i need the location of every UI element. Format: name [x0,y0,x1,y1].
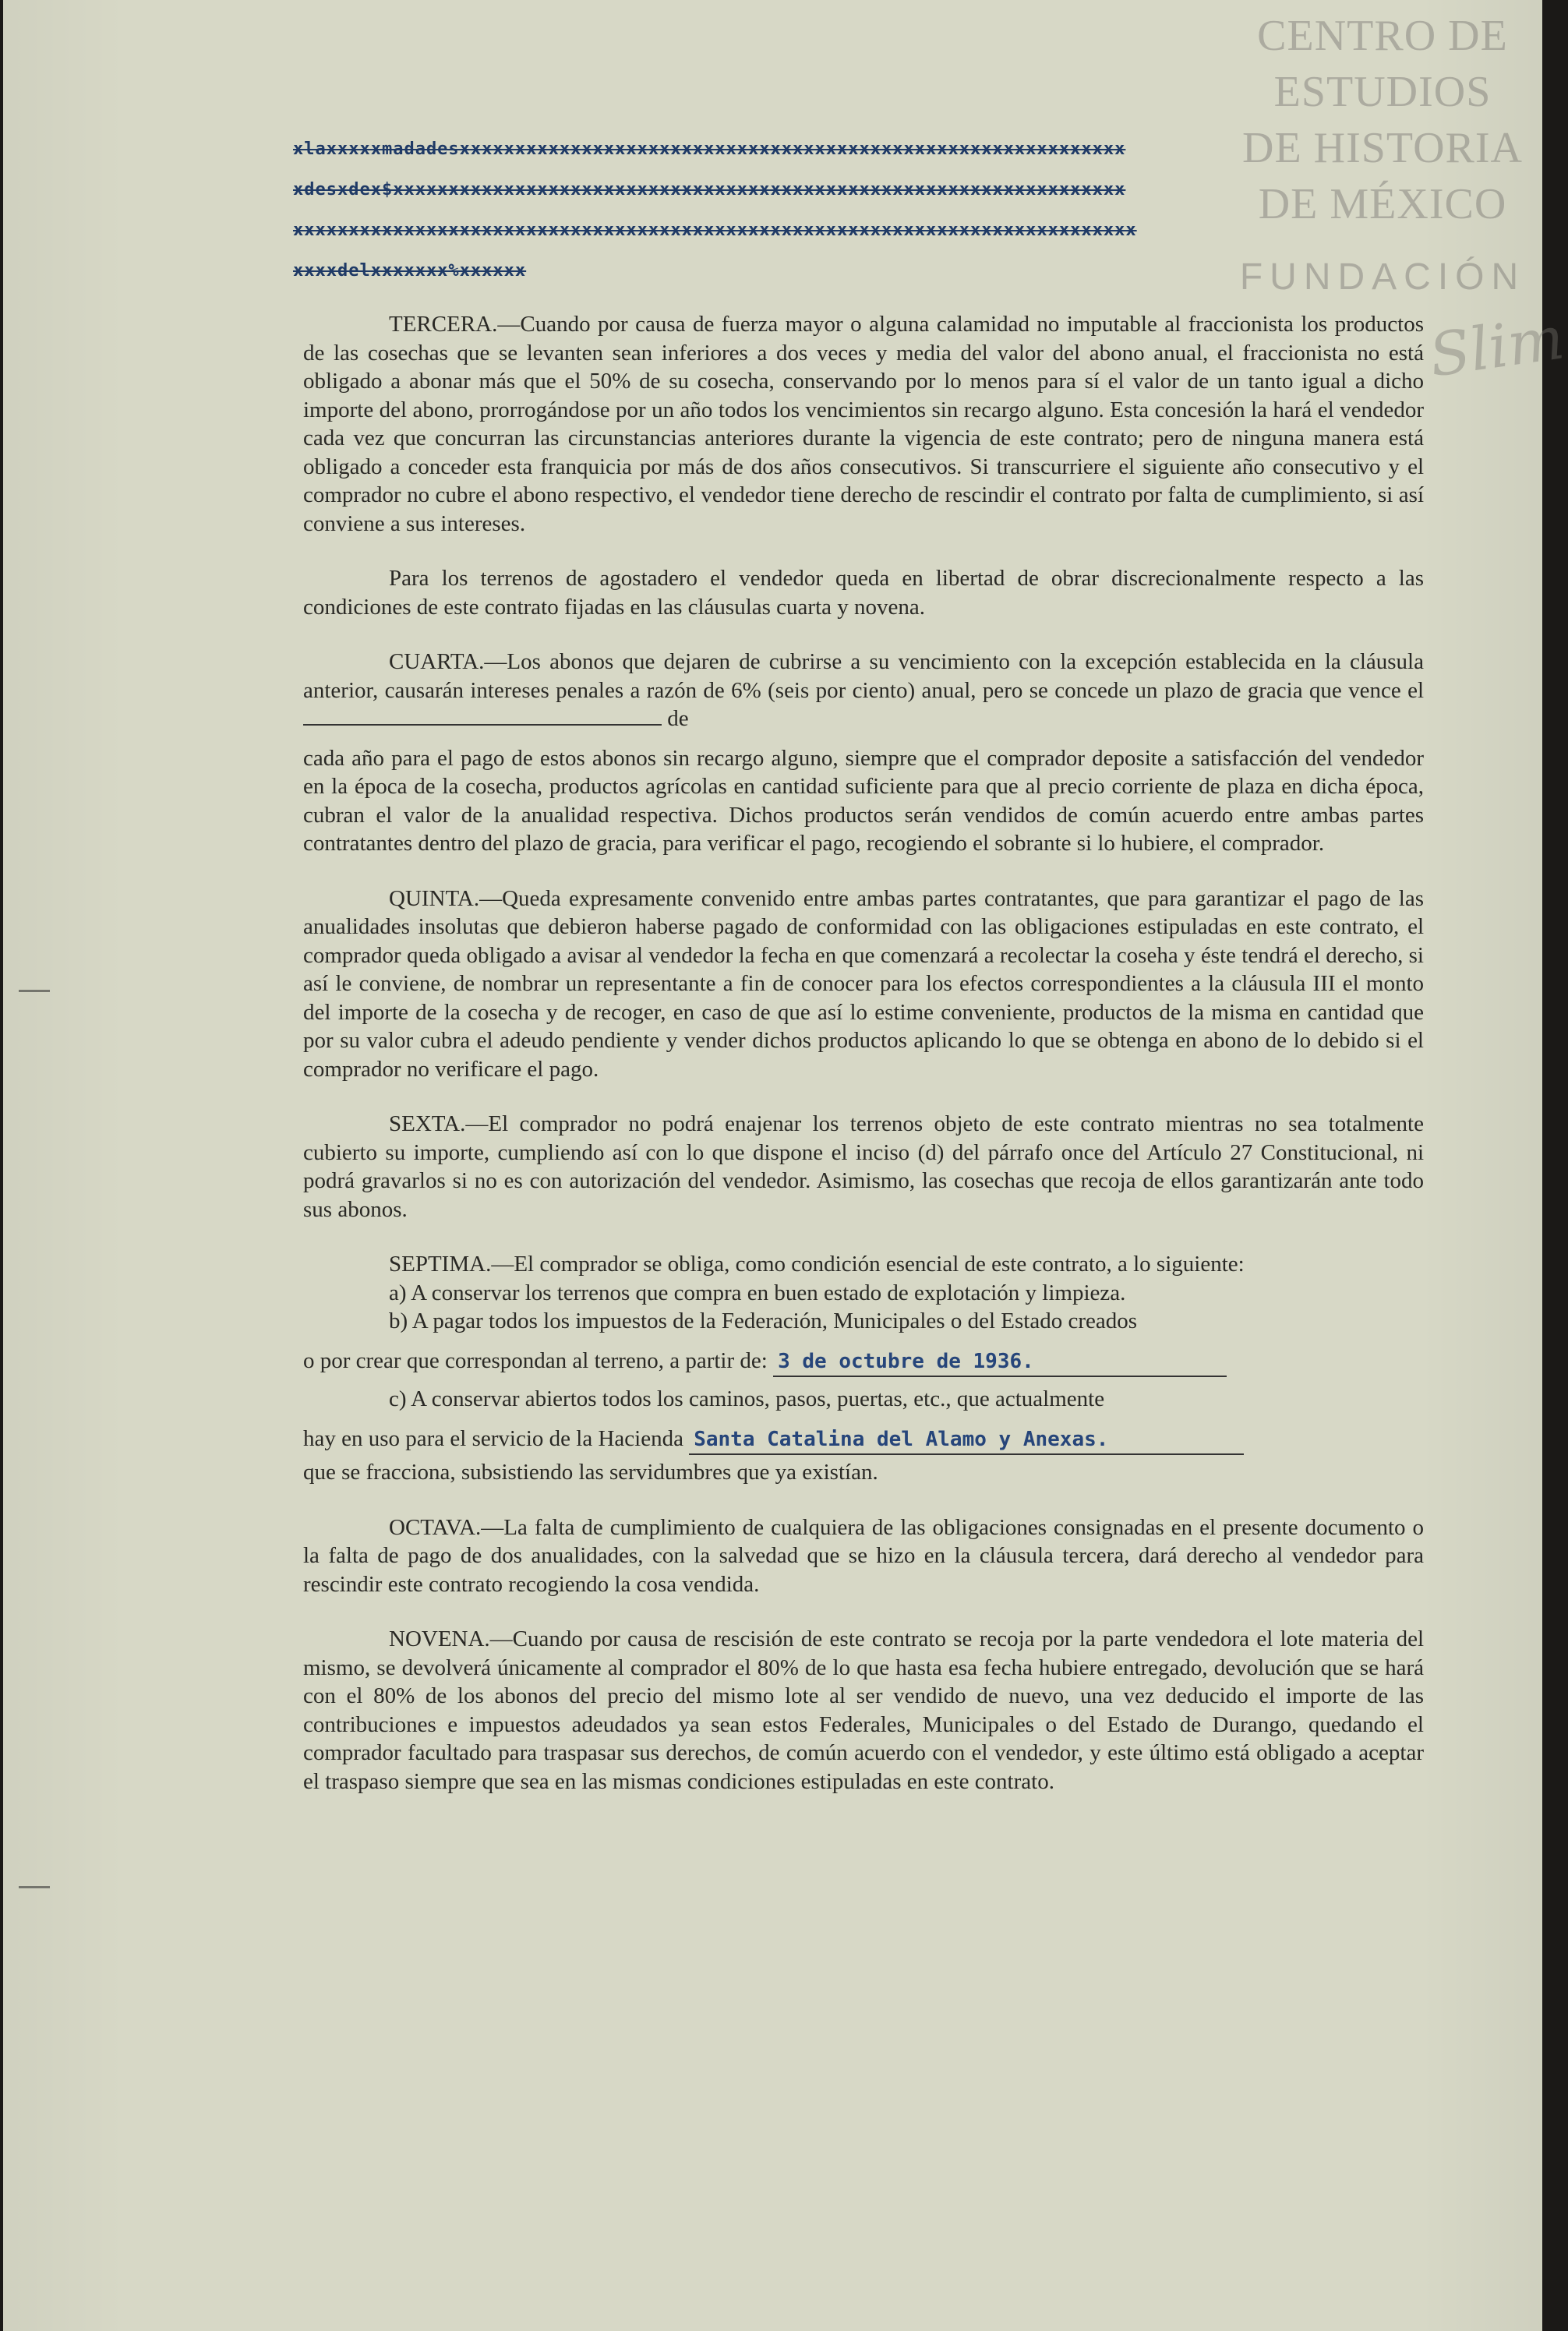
clause-septima-a: a) A conservar los terrenos que compra en buen estado de explotación y limpieza. [389,1280,1126,1305]
watermark-line: DE MÉXICO [1258,180,1507,228]
redacted-typed-lines [293,129,1431,291]
document-page [3,0,1568,2331]
watermark-signature: Slim [1425,302,1568,390]
clause-cuarta-cont: cada año para el pago de estos abonos sin recargo alguno, siempre que el comprador deposite a satisfacción del vendedor en la época de la cosecha, productos agrícolas en cantidad suficiente para que al precio corriente de plaza en dicha época, cubran el valor de la anualidad respectiva. Dichos productos serán vendidos de común acuerdo entre ambas partes contratantes dentro del plazo de gracia, para verificar el pago, recogiendo el sobrante si lo hubiere, el comprador. [303,745,1424,856]
clause-septima: SEPTIMA.—El comprador se obliga, como condición esencial de este contrato, a lo siguiente: [389,1252,1245,1277]
watermark-line: DE HISTORIA [1242,124,1523,172]
redacted-line: xxxxxxxxxxxxxxxxxxxxxxxxxxxxxxxxxxxxxxxxxxxxxxxxxxxxxxxxxxxxxxxxxxxxxxxxxxxx [293,221,1137,240]
watermark-line: CENTRO DE [1257,12,1508,60]
watermark-line: ESTUDIOS [1273,68,1492,116]
clause-octava: OCTAVA.—La falta de cumplimiento de cualquiera de las obligaciones consignadas en el presente documento o la falta de pago de dos anualidades, con la salvedad que se hizo en la cláusula tercera, dará derecho al vendedor para rescindir este contrato recogiendo la cosa vendida. [303,1514,1424,1597]
margin-mark [19,990,50,992]
clause-agostadero: Para los terrenos de agostadero el vendedor queda en libertad de obrar discrecionalmente respecto a las condiciones de este contrato fijadas en las cláusulas cuarta y novena. [303,566,1424,620]
clause-septima-b2: o por crear que correspondan al terreno, a partir de: [303,1347,768,1373]
clause-tercera: TERCERA.—Cuando por causa de fuerza mayor o alguna calamidad no imputable al fraccionista los productos de las cosechas que se levanten sean inferiores a dos veces y media del valor del abono anual, el fraccionista no está obligado a abonar más que el 50% de su cosecha, conservando por lo menos para sí el valor de un tanto igual a dicho importe del abono, prorrogándose por un año todos los vencimientos sin recargo alguno. Esta concesión la hará el vendedor cada vez que concurran las circunstancias anteriores durante la vigencia de este contrato; pero de ninguna manera está obligado a conceder esta franquicia por más de dos años consecutivos. Si transcurriere el siguiente año consecutivo y el comprador no cubre el abono respectivo, el vendedor tiene derecho de rescindir el contrato por falta de cumplimiento, si así conviene a sus intereses. [303,312,1424,536]
watermark-foundation: FUNDACIÓN [1239,256,1526,298]
clause-septima-b: b) A pagar todos los impuestos de la Federación, Municipales o del Estado creados [389,1309,1138,1333]
clause-septima-b-cont [303,1347,1424,1378]
clause-cuarta-de: de [667,706,689,731]
contract-body [303,310,1424,1796]
clause-septima-c-cont [303,1425,1424,1456]
grace-date-blank[interactable] [303,724,662,726]
tax-start-date: 3 de octubre de 1936. [773,1347,1227,1378]
clause-novena: NOVENA.—Cuando por causa de rescisión de este contrato se recoja por la parte vendedora el lote materia del mismo, se devolverá únicamente al comprador el 80% de lo que hasta esa fecha hubiere entregado, devolución que se hará con el 80% de los abonos del precio del mismo lote al ser vendido de nuevo, una vez deducido el importe de las contribuciones e impuestos adeudados ya sean estos Federales, Municipales o del Estado de Durango, quedando el comprador facultado para traspasar sus derechos, de común acuerdo con el vendedor, y este último está obligado a aceptar el traspaso siempre que sea en las mismas condiciones estipuladas en este contrato. [303,1626,1424,1794]
clause-cuarta [303,648,1424,733]
clause-septima-c2: hay en uso para el servicio de la Hacienda [303,1425,683,1451]
hacienda-name: Santa Catalina del Alamo y Anexas. [689,1425,1244,1456]
clause-sexta: SEXTA.—El comprador no podrá enajenar los terrenos objeto de este contrato mientras no sea totalmente cubierto su importe, cumpliendo así con lo que dispone el inciso (d) del párrafo once del Artículo 27 Constitucional, ni podrá gravarlos si no es con autorización del vendedor. Asimismo, las cosechas que recoja de ellos garantizarán ante todo sus abonos. [303,1111,1424,1222]
margin-mark [19,1886,50,1888]
redacted-line: xdesxdex$xxxxxxxxxxxxxxxxxxxxxxxxxxxxxxxxxxxxxxxxxxxxxxxxxxxxxxxxxxxxxxxxxx [293,180,1126,200]
clause-septima-c3: que se fracciona, subsistiendo las servidumbres que ya existían. [303,1460,878,1485]
clause-cuarta-text: CUARTA.—Los abonos que dejaren de cubrirse a su vencimiento con la excepción establecida en la cláusula anterior, causarán intereses penales a razón de 6% (seis por ciento) anual, pero se concede un plazo de gracia que vence el [303,649,1424,703]
redacted-line: xxxxdelxxxxxxx%xxxxxx [293,261,527,281]
clause-septima-c: c) A conservar abiertos todos los caminos, pasos, puertas, etc., que actualmente [389,1386,1105,1411]
clause-quinta: QUINTA.—Queda expresamente convenido entre ambas partes contratantes, que para garantizar el pago de las anualidades insolutas que debieron haberse pagado de conformidad con las obligaciones estipuladas en este contrato, el comprador queda obligado a avisar al vendedor la fecha en que comenzará a recolectar la coseha y éste tendrá el derecho, si así le conviene, de nombrar un representante a fin de conocer para los efectos correspondientes a la cláusula III el monto del importe de la cosecha y de recoger, en caso de que así lo estime conveniente, productos de la misma en cantidad que por su valor cubra el adeudo pendiente y vender dichos productos aplicando lo que se obtenga en abono de lo debido si el comprador no verificare el pago. [303,885,1424,1082]
redacted-line: xlaxxxxxmadadesxxxxxxxxxxxxxxxxxxxxxxxxxxxxxxxxxxxxxxxxxxxxxxxxxxxxxxxxxxxx [293,140,1126,159]
